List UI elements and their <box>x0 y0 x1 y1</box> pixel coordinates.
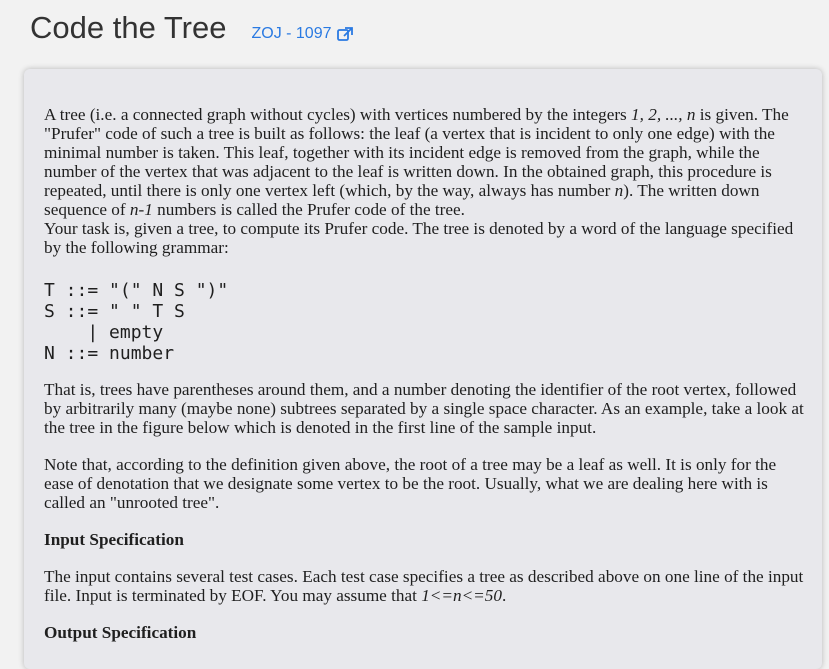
var-n-minus-1: n-1 <box>129 200 153 219</box>
intro-paragraph: A tree (i.e. a connected graph without cycles) with vertices numbered by the integers 1, 2, ..., n is given. The "Prufer" code of such a tree is built as follows: the leaf (a vertex that is incident to only one edge) with the minimal number is taken. This leaf, together with its incident edge is removed from the graph, while the number of the vertex that was adjacent to the leaf is written down. In the obtained graph, this procedure is repeated, until there is only one vertex left (which, by the way, always has number n). The written down sequence of n-1 numbers is called the Prufer code of the tree. <box>44 105 789 219</box>
input-paragraph: The input contains several test cases. Each test case specifies a tree as described above on one line of the input file. Input is terminated by EOF. You may assume that 1<=n<=50. <box>44 567 804 605</box>
problem-content <box>44 105 804 642</box>
grammar-block: T ::= "(" N S ")" S ::= " " T S | empty N ::= number <box>44 280 229 364</box>
var-n: n <box>614 181 624 200</box>
note-paragraph: Note that, according to the definition given above, the root of a tree may be a leaf as well. It is only for the ease of denotation that we designate some vertex to be the root. Usually, what we are dealing here with is called an "unrooted tree". <box>44 455 777 512</box>
vertex-range: 1, 2, ..., n <box>631 105 696 124</box>
input-heading: Input Specification <box>44 530 184 549</box>
task-paragraph: Your task is, given a tree, to compute its Prufer code. The tree is denoted by a word of the language specified by the following grammar: <box>44 219 794 257</box>
page-title: Code the Tree <box>30 10 227 45</box>
source-link[interactable] <box>251 25 352 43</box>
external-link-icon <box>337 27 353 41</box>
page-header <box>30 10 353 46</box>
output-heading: Output Specification <box>44 623 197 642</box>
trees-paragraph: That is, trees have parentheses around them, and a number denoting the identifier of the root vertex, followed by arbitrarily many (maybe none) subtrees separated by a single space character. As an example, take a look at the tree in the figure below which is denoted in the first line of the sample input. <box>44 380 804 437</box>
n-constraint: 1<=n<=50 <box>421 586 502 605</box>
source-link-label: ZOJ - 1097 <box>251 25 332 42</box>
